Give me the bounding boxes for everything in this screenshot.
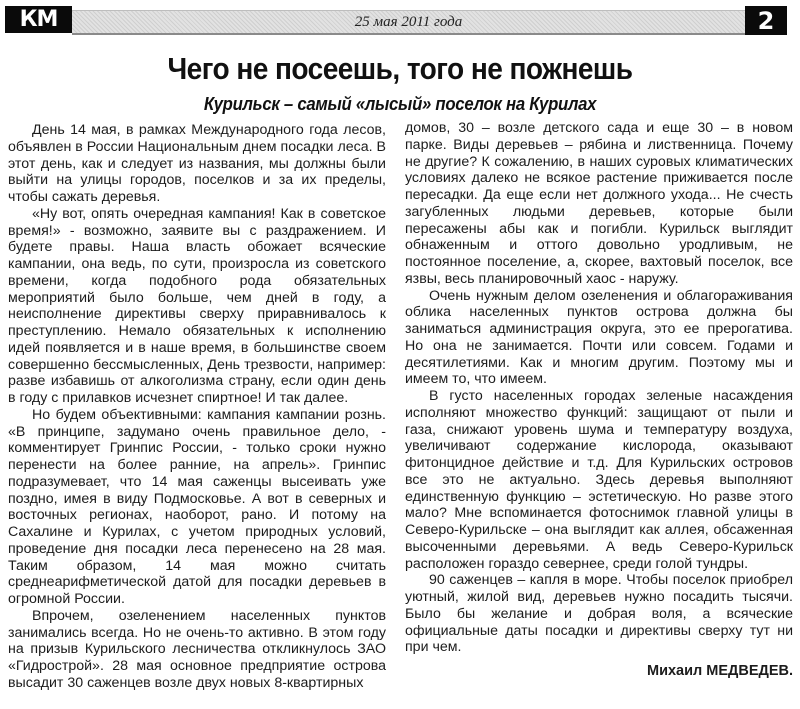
paragraph: Но будем объективными: кампания кампании рознь. «В принципе, задумано очень правильное дело, - комментирует Гринпис России, - только сроки нужно перенести на более ранние, на апрель». Гринпис подразумевает, что 14 мая саженцы высеивать уже поздно, имея в виду Подмосковье. А вот в северных и восточных регионах, наоборот, рано. И потому на Сахалине и Курилах, с учетом природных условий, проведение дня посадки леса перенесено на 28 мая. Таким образом, 14 мая можно считать среднеарифметической датой для посадки деревьев в огромной России.: [8, 406, 386, 607]
newspaper-header: [0, 4, 800, 34]
article-column-right: [405, 120, 793, 680]
article-title: Чего не посеешь, того не пожнешь: [167, 52, 633, 86]
newspaper-logo: КМ: [5, 6, 72, 33]
page-number: 2: [745, 6, 787, 35]
article-subtitle: Курильск – самый «лысый» поселок на Курилах: [203, 94, 597, 114]
paragraph: 90 саженцев – капля в море. Чтобы поселок приобрел уютный, жилой вид, деревьев нужно посадить тысячи. Было бы желание и добрая воля, а всяческие официальные даты посадки и директивы сверху тут ни при чем.: [405, 572, 793, 656]
issue-date: 25 мая 2011 года: [354, 13, 463, 30]
article-column-left: [8, 122, 386, 692]
paragraph: В густо населенных городах зеленые насаждения исполняют множество функций: защищают от пыли и газа, снижают уровень шума и температуру воздуха, увеличивают содержание кислорода, оказывают фитонцидное действие и т.д. Для Курильских островов все это не актуально. Здесь деревья выполняют единственную функцию – эстетическую. Но разве этого мало? Мне вспоминается фотоснимок главной улицы в Северо-Курильске – она выглядит как аллея, обсаженная высоченными деревьями. А ведь Северо-Курильск расположен гораздо севернее, среди голой тундры.: [405, 388, 793, 572]
paragraph: Впрочем, озеленением населенных пунктов занимались всегда. Но не очень-то активно. В этом году на призыв Курильского лесничества откликнулось ЗАО «Гидрострой». 28 мая основное предприятие острова высадит 30 саженцев возле двух новых 8-квартирных: [8, 607, 386, 691]
paragraph: домов, 30 – возле детского сада и еще 30 – в новом парке. Виды деревьев – рябина и лиственница. Почему не другие? К сожалению, в наших суровых климатических условиях далеко не всякое растение приживается после пересадки. Да еще если нет должного ухода... Не счесть загубленных людьми деревьев, которые были пересажены абы как и погибли. Курильск выглядит обнаженным и оттого довольно уродливым, не постоянное поселение, а, скорее, вахтовый поселок, все язвы, весь планировочный хаос - наружу.: [405, 120, 793, 287]
paragraph: «Ну вот, опять очередная кампания! Как в советское время!» - возможно, заявите вы с раздражением. И будете правы. Наша власть обожает всяческие кампании, она ведь, по сути, произросла из советского времени, когда подобного рода обязательных мероприятий было больше, чем дней в году, а неисполнение директивы сверху приравнивалось к преступлению. Немало обязательных к исполнению идей появляется и в наше время, в большинстве своем совершенно бессмысленных, День трезвости, например: разве избавишь от алкоголизма страну, если один день в году с прилавков исчезнет спиртное! И так далее.: [8, 205, 386, 406]
paragraph: День 14 мая, в рамках Международного года лесов, объявлен в России Национальным днем посадки леса. В этот день, как и следует из названия, мы должны были выйти на улицы городов, поселков и за их пределы, чтобы сажать деревья.: [8, 122, 386, 205]
paragraph: Очень нужным делом озеленения и облагораживания облика населенных пунктов острова должна бы заниматься администрация округа, это ее прерогатива. Но она не занимается. Почти или совсем. Годами и десятилетиями. Как и многим другим. Поэтому мы и имеем то, что имеем.: [405, 287, 793, 388]
author-signature: Михаил МЕДВЕДЕВ.: [647, 663, 793, 679]
issue-date-band: [72, 10, 745, 35]
